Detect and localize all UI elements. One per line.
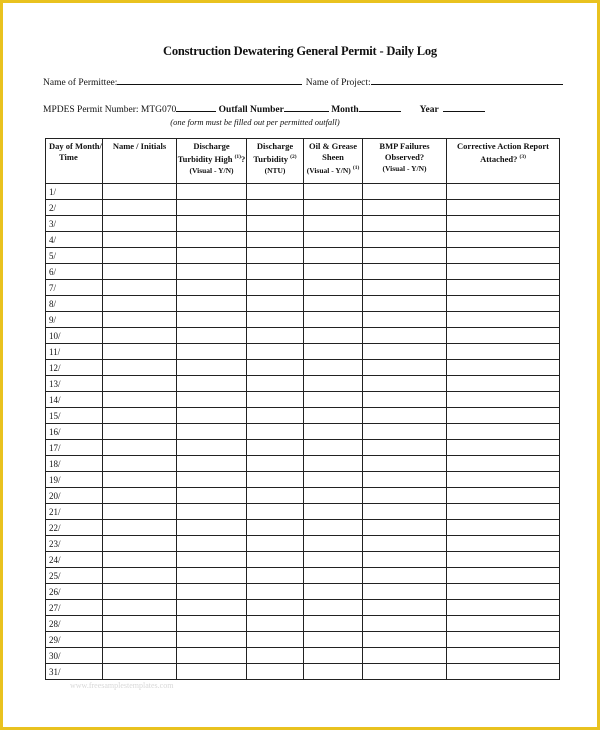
entry-cell[interactable] xyxy=(363,232,447,248)
table-row xyxy=(46,424,560,440)
day-cell: 27/ xyxy=(46,600,103,616)
entry-cell[interactable] xyxy=(304,472,363,488)
entry-cell[interactable] xyxy=(247,456,304,472)
day-cell: 11/ xyxy=(46,344,103,360)
header-oil-grease-sheen: Oil & Grease Sheen (Visual - Y/N) $^{(1)}$ xyxy=(304,139,363,184)
table-row xyxy=(46,616,560,632)
entry-cell[interactable] xyxy=(363,312,447,328)
day-cell: 2/ xyxy=(46,200,103,216)
entry-cell[interactable] xyxy=(247,632,304,648)
entry-cell[interactable] xyxy=(447,408,560,424)
entry-cell[interactable] xyxy=(177,600,247,616)
entry-cell[interactable] xyxy=(304,184,363,200)
outfall-field[interactable] xyxy=(284,102,329,112)
entry-cell[interactable] xyxy=(447,456,560,472)
entry-cell[interactable] xyxy=(247,552,304,568)
mpdes-value: MTG070 xyxy=(140,105,177,115)
instruction-note: (one form must be filled out per permitted outfall) xyxy=(170,117,340,127)
day-cell: 19/ xyxy=(46,472,103,488)
entry-cell[interactable] xyxy=(177,424,247,440)
entry-cell[interactable] xyxy=(304,664,363,680)
entry-cell[interactable] xyxy=(363,568,447,584)
entry-cell[interactable] xyxy=(363,360,447,376)
entry-cell[interactable] xyxy=(447,344,560,360)
entry-cell[interactable] xyxy=(304,280,363,296)
entry-cell[interactable] xyxy=(247,648,304,664)
entry-cell[interactable] xyxy=(247,200,304,216)
entry-cell[interactable] xyxy=(363,520,447,536)
entry-cell[interactable] xyxy=(447,536,560,552)
entry-cell[interactable] xyxy=(177,568,247,584)
header-name-initials: Name / Initials xyxy=(103,139,177,184)
entry-cell[interactable] xyxy=(247,616,304,632)
entry-cell[interactable] xyxy=(247,376,304,392)
month-field[interactable] xyxy=(359,102,401,112)
permit-info-line xyxy=(43,102,485,115)
entry-cell[interactable] xyxy=(304,440,363,456)
table-header-row xyxy=(46,139,560,184)
entry-cell[interactable] xyxy=(363,616,447,632)
entry-cell[interactable] xyxy=(103,264,177,280)
project-label: Name of Project: xyxy=(305,78,371,88)
entry-cell[interactable] xyxy=(177,312,247,328)
entry-cell[interactable] xyxy=(177,456,247,472)
entry-cell[interactable] xyxy=(103,616,177,632)
entry-cell[interactable] xyxy=(177,264,247,280)
entry-cell[interactable] xyxy=(103,440,177,456)
entry-cell[interactable] xyxy=(103,488,177,504)
entry-cell[interactable] xyxy=(103,312,177,328)
entry-cell[interactable] xyxy=(247,360,304,376)
permittee-project-line xyxy=(43,75,563,88)
entry-cell[interactable] xyxy=(304,632,363,648)
entry-cell[interactable] xyxy=(447,520,560,536)
entry-cell[interactable] xyxy=(103,408,177,424)
entry-cell[interactable] xyxy=(304,344,363,360)
day-cell: 5/ xyxy=(46,248,103,264)
table-row xyxy=(46,200,560,216)
entry-cell[interactable] xyxy=(447,312,560,328)
entry-cell[interactable] xyxy=(363,536,447,552)
day-cell: 7/ xyxy=(46,280,103,296)
entry-cell[interactable] xyxy=(304,648,363,664)
table-row xyxy=(46,296,560,312)
entry-cell[interactable] xyxy=(363,552,447,568)
entry-cell[interactable] xyxy=(177,552,247,568)
day-cell: 1/ xyxy=(46,184,103,200)
table-row xyxy=(46,664,560,680)
table-body xyxy=(46,184,560,680)
entry-cell[interactable] xyxy=(247,392,304,408)
day-cell: 30/ xyxy=(46,648,103,664)
entry-cell[interactable] xyxy=(177,472,247,488)
entry-cell[interactable] xyxy=(247,232,304,248)
table-row xyxy=(46,232,560,248)
entry-cell[interactable] xyxy=(304,312,363,328)
entry-cell[interactable] xyxy=(177,392,247,408)
entry-cell[interactable] xyxy=(247,568,304,584)
mpdes-field[interactable] xyxy=(176,102,216,112)
entry-cell[interactable] xyxy=(247,312,304,328)
entry-cell[interactable] xyxy=(447,392,560,408)
entry-cell[interactable] xyxy=(247,600,304,616)
entry-cell[interactable] xyxy=(247,424,304,440)
entry-cell[interactable] xyxy=(363,664,447,680)
entry-cell[interactable] xyxy=(363,424,447,440)
entry-cell[interactable] xyxy=(103,184,177,200)
entry-cell[interactable] xyxy=(363,504,447,520)
day-cell: 26/ xyxy=(46,584,103,600)
permittee-label: Name of Permittee: xyxy=(43,78,118,88)
entry-cell[interactable] xyxy=(177,408,247,424)
entry-cell[interactable] xyxy=(304,232,363,248)
entry-cell[interactable] xyxy=(447,568,560,584)
entry-cell[interactable] xyxy=(447,232,560,248)
entry-cell[interactable] xyxy=(304,488,363,504)
header-day-time: Day of Month/ Time xyxy=(46,139,103,184)
entry-cell[interactable] xyxy=(103,376,177,392)
entry-cell[interactable] xyxy=(363,456,447,472)
year-field[interactable] xyxy=(443,102,485,112)
entry-cell[interactable] xyxy=(304,328,363,344)
entry-cell[interactable] xyxy=(177,376,247,392)
entry-cell[interactable] xyxy=(363,328,447,344)
entry-cell[interactable] xyxy=(247,280,304,296)
day-cell: 22/ xyxy=(46,520,103,536)
entry-cell[interactable] xyxy=(177,184,247,200)
entry-cell[interactable] xyxy=(103,568,177,584)
entry-cell[interactable] xyxy=(177,632,247,648)
table-row xyxy=(46,408,560,424)
entry-cell[interactable] xyxy=(447,440,560,456)
entry-cell[interactable] xyxy=(247,344,304,360)
entry-cell[interactable] xyxy=(447,424,560,440)
day-cell: 17/ xyxy=(46,440,103,456)
entry-cell[interactable] xyxy=(247,504,304,520)
day-cell: 6/ xyxy=(46,264,103,280)
entry-cell[interactable] xyxy=(363,248,447,264)
entry-cell[interactable] xyxy=(177,296,247,312)
entry-cell[interactable] xyxy=(447,376,560,392)
entry-cell[interactable] xyxy=(177,360,247,376)
entry-cell[interactable] xyxy=(447,216,560,232)
day-cell: 18/ xyxy=(46,456,103,472)
entry-cell[interactable] xyxy=(447,264,560,280)
entry-cell[interactable] xyxy=(363,440,447,456)
table-row xyxy=(46,248,560,264)
day-cell: 24/ xyxy=(46,552,103,568)
entry-cell[interactable] xyxy=(103,648,177,664)
entry-cell[interactable] xyxy=(103,600,177,616)
entry-cell[interactable] xyxy=(103,392,177,408)
entry-cell[interactable] xyxy=(247,264,304,280)
permittee-field[interactable] xyxy=(117,75,302,85)
entry-cell[interactable] xyxy=(304,520,363,536)
entry-cell[interactable] xyxy=(103,424,177,440)
entry-cell[interactable] xyxy=(363,584,447,600)
entry-cell[interactable] xyxy=(177,440,247,456)
entry-cell[interactable] xyxy=(177,488,247,504)
entry-cell[interactable] xyxy=(103,296,177,312)
table-row xyxy=(46,312,560,328)
day-cell: 12/ xyxy=(46,360,103,376)
entry-cell[interactable] xyxy=(103,584,177,600)
entry-cell[interactable] xyxy=(103,216,177,232)
document-title: Construction Dewatering General Permit - Daily Log xyxy=(163,44,437,58)
table-row xyxy=(46,440,560,456)
month-label: Month xyxy=(331,105,359,115)
entry-cell[interactable] xyxy=(447,360,560,376)
entry-cell[interactable] xyxy=(177,536,247,552)
entry-cell[interactable] xyxy=(304,536,363,552)
entry-cell[interactable] xyxy=(103,200,177,216)
entry-cell[interactable] xyxy=(103,280,177,296)
table-row xyxy=(46,632,560,648)
entry-cell[interactable] xyxy=(103,552,177,568)
table-row xyxy=(46,456,560,472)
entry-cell[interactable] xyxy=(447,664,560,680)
entry-cell[interactable] xyxy=(103,360,177,376)
table-row xyxy=(46,280,560,296)
entry-cell[interactable] xyxy=(304,568,363,584)
entry-cell[interactable] xyxy=(447,488,560,504)
table-row xyxy=(46,600,560,616)
entry-cell[interactable] xyxy=(177,200,247,216)
entry-cell[interactable] xyxy=(177,616,247,632)
day-cell: 28/ xyxy=(46,616,103,632)
entry-cell[interactable] xyxy=(447,184,560,200)
entry-cell[interactable] xyxy=(247,216,304,232)
table-row xyxy=(46,472,560,488)
table-row xyxy=(46,520,560,536)
entry-cell[interactable] xyxy=(304,248,363,264)
table-row xyxy=(46,536,560,552)
day-cell: 9/ xyxy=(46,312,103,328)
entry-cell[interactable] xyxy=(177,584,247,600)
table-row xyxy=(46,584,560,600)
day-cell: 20/ xyxy=(46,488,103,504)
entry-cell[interactable] xyxy=(247,488,304,504)
entry-cell[interactable] xyxy=(363,632,447,648)
entry-cell[interactable] xyxy=(247,440,304,456)
entry-cell[interactable] xyxy=(177,328,247,344)
entry-cell[interactable] xyxy=(103,328,177,344)
entry-cell[interactable] xyxy=(447,552,560,568)
entry-cell[interactable] xyxy=(447,472,560,488)
entry-cell[interactable] xyxy=(363,184,447,200)
entry-cell[interactable] xyxy=(177,664,247,680)
header-turbidity-ntu: Discharge Turbidity $^{(2)}$ (NTU) xyxy=(247,139,304,184)
entry-cell[interactable] xyxy=(447,632,560,648)
day-cell: 8/ xyxy=(46,296,103,312)
day-cell: 23/ xyxy=(46,536,103,552)
table-row xyxy=(46,344,560,360)
entry-cell[interactable] xyxy=(304,264,363,280)
entry-cell[interactable] xyxy=(103,248,177,264)
entry-cell[interactable] xyxy=(363,648,447,664)
entry-cell[interactable] xyxy=(247,664,304,680)
watermark-text: www.freesamplestemplates.com xyxy=(70,681,174,690)
table-row xyxy=(46,552,560,568)
entry-cell[interactable] xyxy=(177,504,247,520)
entry-cell[interactable] xyxy=(247,408,304,424)
table-row xyxy=(46,184,560,200)
entry-cell[interactable] xyxy=(304,600,363,616)
day-cell: 25/ xyxy=(46,568,103,584)
table-row xyxy=(46,376,560,392)
entry-cell[interactable] xyxy=(103,664,177,680)
table-row xyxy=(46,328,560,344)
entry-cell[interactable] xyxy=(304,200,363,216)
day-cell: 13/ xyxy=(46,376,103,392)
entry-cell[interactable] xyxy=(247,248,304,264)
entry-cell[interactable] xyxy=(103,232,177,248)
entry-cell[interactable] xyxy=(304,360,363,376)
entry-cell[interactable] xyxy=(447,504,560,520)
entry-cell[interactable] xyxy=(447,648,560,664)
day-cell: 16/ xyxy=(46,424,103,440)
entry-cell[interactable] xyxy=(363,200,447,216)
header-bmp-failures: BMP Failures Observed? (Visual - Y/N) xyxy=(363,139,447,184)
entry-cell[interactable] xyxy=(447,328,560,344)
entry-cell[interactable] xyxy=(247,472,304,488)
entry-cell[interactable] xyxy=(363,296,447,312)
entry-cell[interactable] xyxy=(304,616,363,632)
entry-cell[interactable] xyxy=(447,200,560,216)
entry-cell[interactable] xyxy=(177,216,247,232)
entry-cell[interactable] xyxy=(363,216,447,232)
entry-cell[interactable] xyxy=(447,600,560,616)
daily-log-table xyxy=(45,138,560,680)
entry-cell[interactable] xyxy=(363,488,447,504)
entry-cell[interactable] xyxy=(177,520,247,536)
table-row xyxy=(46,648,560,664)
entry-cell[interactable] xyxy=(247,536,304,552)
entry-cell[interactable] xyxy=(447,248,560,264)
day-cell: 14/ xyxy=(46,392,103,408)
table-row xyxy=(46,216,560,232)
entry-cell[interactable] xyxy=(304,504,363,520)
entry-cell[interactable] xyxy=(363,264,447,280)
entry-cell[interactable] xyxy=(103,456,177,472)
day-cell: 31/ xyxy=(46,664,103,680)
mpdes-label: MPDES Permit Number: xyxy=(43,105,139,115)
entry-cell[interactable] xyxy=(304,408,363,424)
entry-cell[interactable] xyxy=(177,648,247,664)
entry-cell[interactable] xyxy=(103,536,177,552)
entry-cell[interactable] xyxy=(447,280,560,296)
day-cell: 29/ xyxy=(46,632,103,648)
entry-cell[interactable] xyxy=(103,632,177,648)
entry-cell[interactable] xyxy=(363,472,447,488)
entry-cell[interactable] xyxy=(304,376,363,392)
entry-cell[interactable] xyxy=(363,376,447,392)
entry-cell[interactable] xyxy=(304,456,363,472)
day-cell: 10/ xyxy=(46,328,103,344)
entry-cell[interactable] xyxy=(247,328,304,344)
table-row xyxy=(46,264,560,280)
entry-cell[interactable] xyxy=(363,600,447,616)
entry-cell[interactable] xyxy=(247,584,304,600)
table-row xyxy=(46,568,560,584)
entry-cell[interactable] xyxy=(447,584,560,600)
entry-cell[interactable] xyxy=(247,184,304,200)
entry-cell[interactable] xyxy=(103,344,177,360)
project-field[interactable] xyxy=(371,75,563,85)
year-label: Year xyxy=(419,105,439,115)
day-cell: 21/ xyxy=(46,504,103,520)
entry-cell[interactable] xyxy=(177,280,247,296)
header-turbidity-high: Discharge Turbidity High $^{(1)}$? (Visual - Y/N) xyxy=(177,139,247,184)
entry-cell[interactable] xyxy=(247,296,304,312)
entry-cell[interactable] xyxy=(177,344,247,360)
table-row xyxy=(46,360,560,376)
entry-cell[interactable] xyxy=(304,392,363,408)
entry-cell[interactable] xyxy=(103,520,177,536)
table-row xyxy=(46,488,560,504)
header-corrective-action: Corrective Action Report Attached? $^{(3)}$ xyxy=(447,139,560,184)
entry-cell[interactable] xyxy=(304,216,363,232)
table-row xyxy=(46,392,560,408)
entry-cell[interactable] xyxy=(103,504,177,520)
entry-cell[interactable] xyxy=(304,296,363,312)
entry-cell[interactable] xyxy=(177,248,247,264)
entry-cell[interactable] xyxy=(363,392,447,408)
entry-cell[interactable] xyxy=(103,472,177,488)
day-cell: 15/ xyxy=(46,408,103,424)
entry-cell[interactable] xyxy=(304,552,363,568)
day-cell: 4/ xyxy=(46,232,103,248)
entry-cell[interactable] xyxy=(363,280,447,296)
outfall-label: Outfall Number xyxy=(218,105,284,115)
entry-cell[interactable] xyxy=(363,408,447,424)
entry-cell[interactable] xyxy=(304,424,363,440)
table-row xyxy=(46,504,560,520)
entry-cell[interactable] xyxy=(247,520,304,536)
entry-cell[interactable] xyxy=(304,584,363,600)
entry-cell[interactable] xyxy=(447,616,560,632)
entry-cell[interactable] xyxy=(177,232,247,248)
day-cell: 3/ xyxy=(46,216,103,232)
entry-cell[interactable] xyxy=(447,296,560,312)
entry-cell[interactable] xyxy=(363,344,447,360)
